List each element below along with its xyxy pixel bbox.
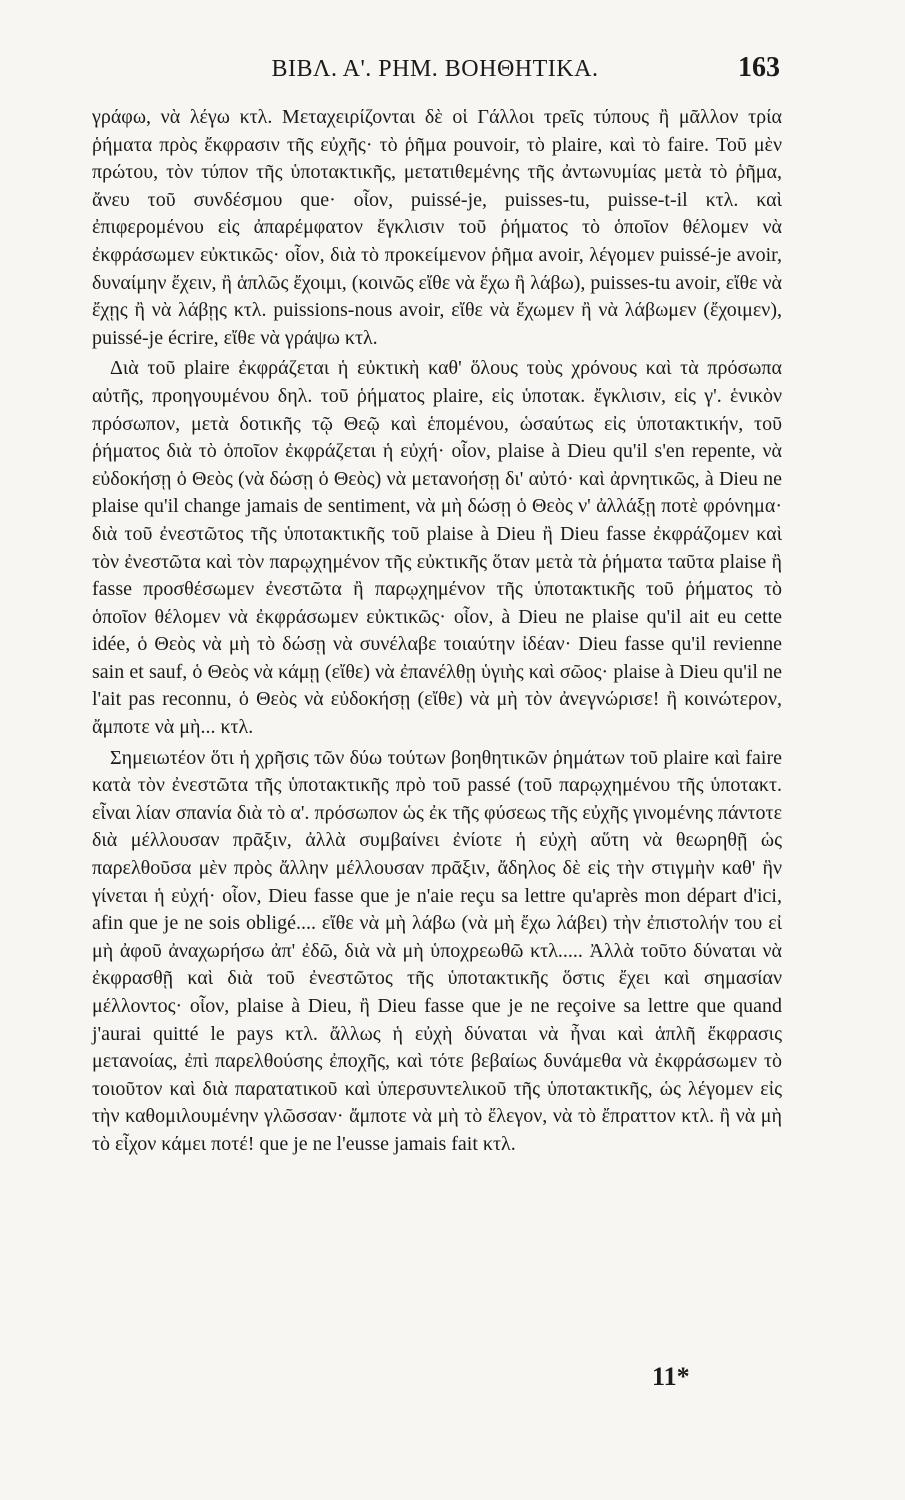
body-text <box>92 104 782 1159</box>
running-head: ΒΙΒΛ. Α'. ΡΗΜ. ΒΟΗΘΗΤΙΚΑ. <box>271 56 599 82</box>
page-number: 163 <box>738 52 780 83</box>
paragraph: γράφω, νὰ λέγω κτλ. Μεταχειρίζονται δὲ οἱ Γάλλοι τρεῖς τύπους ἢ μᾶλλον τρία ῥήματα πρὸς ἔκφρασιν τῆς εὐχῆς· τὸ ῥῆμα pouvoir, τὸ plaire, καὶ τὸ faire. Τοῦ μὲν πρώτου, τὸν τύπον τῆς ὑποτακτικῆς, μετατιθεμένης τῆς ἀντωνυμίας μετὰ τὸ ῥῆμα, ἄνευ τοῦ συνδέσμου que· οἷον, puissé-je, puisses-tu, puisse-t-il κτλ. καὶ ἐπιφερομένου εἰς ἀπαρέμφατον ἔγκλισιν τοῦ ῥήματος τὸ ὁποῖον θέλομεν νὰ ἐκφράσωμεν εὐκτικῶς· οἷον, διὰ τὸ προκείμενον ῥῆμα avoir, λέγομεν puissé-je avoir, δυναίμην ἔχειν, ἢ ἁπλῶς ἔχοιμι, (κοινῶς εἴθε νὰ ἔχω ἢ λάβω), puisses-tu avoir, εἴθε νὰ ἔχῃς ἢ νὰ λάβῃς κτλ. puissions-nous avoir, εἴθε νὰ ἔχωμεν ἢ νὰ λάβωμεν (ἔχοιμεν), puissé-je écrire, εἴθε νὰ γράψω κτλ. <box>92 106 782 349</box>
signature-mark: 11* <box>652 1362 690 1391</box>
page-header <box>90 52 780 92</box>
paragraph: Διὰ τοῦ plaire ἐκφράζεται ἡ εὐκτικὴ καθ' ὅλους τοὺς χρόνους καὶ τὰ πρόσωπα αὐτῆς, προηγουμένου δηλ. τοῦ ῥήματος plaire, εἰς ὑποτακ. ἔγκλισιν, εἰς γ'. ἑνικὸν πρόσωπον, μετὰ δοτικῆς τῷ Θεῷ καὶ ἑπομένου, ὡσαύτως εἰς ὑποτακτικήν, τοῦ ῥήματος διὰ τὸ ὁποῖον ἐκφράζεται ἡ εὐχή· οἷον, plaise à Dieu qu'il s'en repente, νὰ εὐδοκήσῃ ὁ Θεὸς (νὰ δώσῃ ὁ Θεὸς) νὰ μετανοήσῃ δι' αὐτό· καὶ ἀρνητικῶς, à Dieu ne plaise qu'il change jamais de sentiment, νὰ μὴ δώσῃ ὁ Θεὸς ν' ἀλλάξῃ ποτὲ φρόνημα· διὰ τοῦ ἐνεστῶτος τῆς ὑποτακτικῆς τοῦ plaise à Dieu ἢ Dieu fasse ἐκφράζομεν καὶ τὸν ἐνεστῶτα καὶ τὸν παρῳχημένον τῆς εὐκτικῆς ὅταν μετὰ τὰ ῥήματα ταῦτα plaise ἢ fasse προσθέσωμεν ἐνεστῶτα ἢ παρῳχημένον τῆς ὑποτακτικῆς τοῦ ῥήματος τὸ ὁποῖον θέλομεν νὰ ἐκφράσωμεν εὐκτικῶς· οἷον, à Dieu ne plaise qu'il ait eu cette idée, ὁ Θεὸς νὰ μὴ τὸ δώσῃ νὰ συνέλαβε τοιαύτην ἰδέαν· Dieu fasse qu'il revienne sain et sauf, ὁ Θεὸς νὰ κάμῃ (εἴθε) νὰ ἐπανέλθῃ ὑγιὴς καὶ σῶος· plaise à Dieu qu'il ne l'ait pas reconnu, ὁ Θεὸς νὰ εὐδοκήσῃ (εἴθε) νὰ μὴ τὸν ἀνεγνώρισε! ἢ κοινώτερον, ἄμποτε νὰ μὴ... κτλ. <box>92 357 782 739</box>
paragraph: Σημειωτέον ὅτι ἡ χρῆσις τῶν δύω τούτων βοηθητικῶν ῥημάτων τοῦ plaire καὶ faire κατὰ τὸν ἐνεστῶτα τῆς ὑποτακτικῆς πρὸ τοῦ passé (τοῦ παρῳχημένου τῆς ὑποτακτ. εἶναι λίαν σπανία διὰ τὸ α'. πρόσωπον ὡς ἐκ τῆς φύσεως τῆς εὐχῆς γινομένης πάντοτε διὰ μέλλουσαν πρᾶξιν, ἀλλὰ συμβαίνει ἐνίοτε ἡ εὐχὴ αὕτη νὰ θεωρηθῇ ὡς παρελθοῦσα μὲν πρὸς ἄλλην μέλλουσαν πρᾶξιν, ἄδηλος δὲ εἰς τὴν στιγμὴν καθ' ἣν γίνεται ἡ εὐχή· οἷον, Dieu fasse que je n'aie reçu sa lettre qu'après mon départ d'ici, afin que je ne sois obligé.... εἴθε νὰ μὴ λάβω (νὰ μὴ ἔχω λάβει) τὴν ἐπιστολήν του εἰ μὴ ἀφοῦ ἀναχωρήσω ἀπ' ἐδῶ, διὰ νὰ μὴ ὑποχρεωθῶ κτλ..... Ἀλλὰ τοῦτο δύναται νὰ ἐκφρασθῇ καὶ διὰ τοῦ ἐνεστῶτος τῆς ὑποτακτικῆς ὅστις ἔχει καὶ σημασίαν μέλλοντος· οἷον, plaise à Dieu, ἢ Dieu fasse que je ne reçoive sa lettre que quand j'aurai quitté le pays κτλ. ἄλλως ἡ εὐχὴ δύναται νὰ ἦναι καὶ ἁπλῆ ἔκφρασις μετανοίας, ἐπὶ παρελθούσης ἐποχῆς, καὶ τότε βεβαίως δυνάμεθα νὰ ἐκφράσωμεν τὸ τοιοῦτον καὶ διὰ παρατατικοῦ καὶ ὑπερσυντελικοῦ τῆς ὑποτακτικῆς, ὡς λέγομεν εἰς τὴν καθομιλουμένην γλῶσσαν· ἄμποτε νὰ μὴ τὸ ἔλεγον, νὰ τὸ ἔπραττον κτλ. ἢ νὰ μὴ τὸ εἶχον κάμει ποτέ! que je ne l'eusse jamais fait κτλ. <box>92 746 782 1155</box>
